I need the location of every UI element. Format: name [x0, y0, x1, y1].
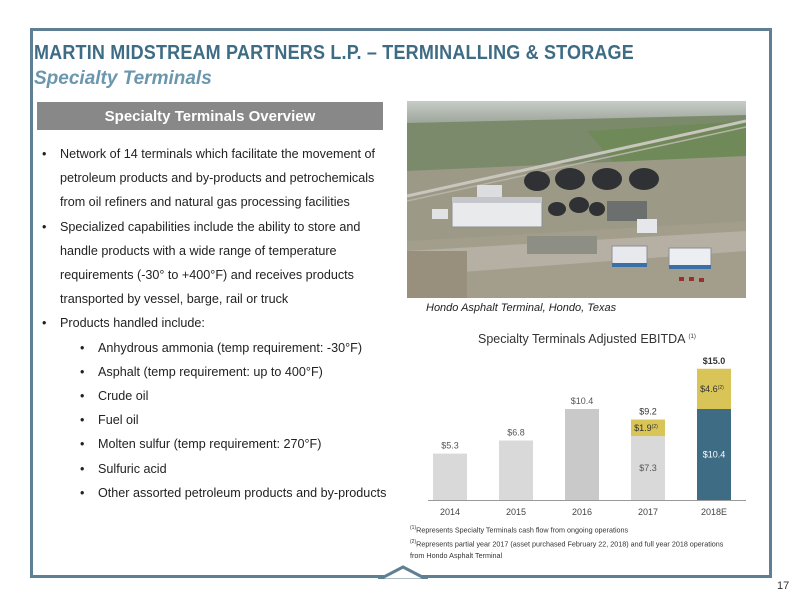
- footnote-2-text: Represents partial year 2017 (asset purchased February 22, 2018) and full year 2018 operations: [416, 539, 724, 549]
- bar-total-label-2018E: $15.0: [702, 355, 726, 366]
- product-item: • Sulfuric acid: [80, 457, 388, 481]
- bar-top-label-2018E: $4.6$^{(2)}$: [700, 383, 724, 394]
- chart-title-text: Specialty Terminals Adjusted EBITDA: [478, 332, 686, 346]
- x-tick-label-2017: 2017: [637, 507, 659, 517]
- bar-base-2015: [499, 441, 533, 501]
- bar-value-label-2015: $6.8: [507, 427, 525, 438]
- overview-bullets: [42, 142, 388, 505]
- footnote-1: [410, 522, 628, 536]
- product-item: • Molten sulfur (temp requirement: 270°F): [80, 432, 388, 456]
- chart-title-footnote: (1): [688, 333, 696, 340]
- footnote-2-continued-text: from Hondo Asphalt Terminal: [410, 551, 503, 560]
- product-item: • Anhydrous ammonia (temp requirement: -30°F): [80, 336, 388, 360]
- x-tick-label-2018E: 2018E: [700, 507, 728, 517]
- bullet-capabilities: • Specialized capabilities include the ability to store and handle products with a wide range of temperature requirements (-30° to +400°F) and receives products transported by vessel, barge, rail or truck: [42, 215, 388, 312]
- bar-base-label-2018E: $10.4: [702, 449, 726, 460]
- ebitda-bar-chart: [410, 345, 760, 523]
- x-tick-label-2014: 2014: [439, 507, 461, 517]
- bullet-network: • Network of 14 terminals which facilitate the movement of petroleum products and by-products and petrochemicals from oil refiners and natural gas processing facilities: [42, 142, 388, 215]
- bar-value-label-2014: $5.3: [441, 440, 459, 451]
- chart-title: [478, 332, 696, 346]
- page-title: MARTIN MIDSTREAM PARTNERS L.P. – TERMINALLING & STORAGE: [34, 42, 634, 64]
- footnote-2-mark: (2): [410, 539, 417, 545]
- bar-base-2016: [565, 409, 599, 500]
- x-tick-label-2016: 2016: [571, 507, 593, 517]
- overview-heading-text: Specialty Terminals Overview: [104, 107, 316, 125]
- footnote-1-mark: (1): [410, 525, 417, 531]
- bar-top-label-2017: $1.9$^{(2)}$: [634, 422, 658, 433]
- bar-base-2014: [433, 454, 467, 500]
- page-subtitle: Specialty Terminals: [34, 68, 212, 89]
- product-item: • Asphalt (temp requirement: up to 400°F): [80, 360, 388, 384]
- page-number: 17: [777, 580, 790, 592]
- footnote-2-continued: [410, 549, 502, 562]
- bar-total-label-2017: $9.2: [639, 406, 657, 417]
- bar-value-label-2016: $10.4: [570, 396, 594, 406]
- terminal-aerial-photo: [407, 101, 746, 298]
- product-item: • Other assorted petroleum products and by-products: [80, 481, 388, 505]
- frame-notch: [378, 565, 428, 581]
- x-tick-label-2015: 2015: [505, 507, 527, 517]
- product-item: • Fuel oil: [80, 408, 388, 432]
- bullet-products: • Products handled include:: [42, 311, 388, 335]
- photo-caption: Hondo Asphalt Terminal, Hondo, Texas: [426, 302, 617, 314]
- product-list: [80, 336, 388, 505]
- overview-heading: [37, 102, 383, 130]
- bar-base-label-2017: $7.3: [639, 463, 657, 474]
- product-item: • Crude oil: [80, 384, 388, 408]
- footnote-1-text: Represents Specialty Terminals cash flow from ongoing operations: [416, 525, 629, 535]
